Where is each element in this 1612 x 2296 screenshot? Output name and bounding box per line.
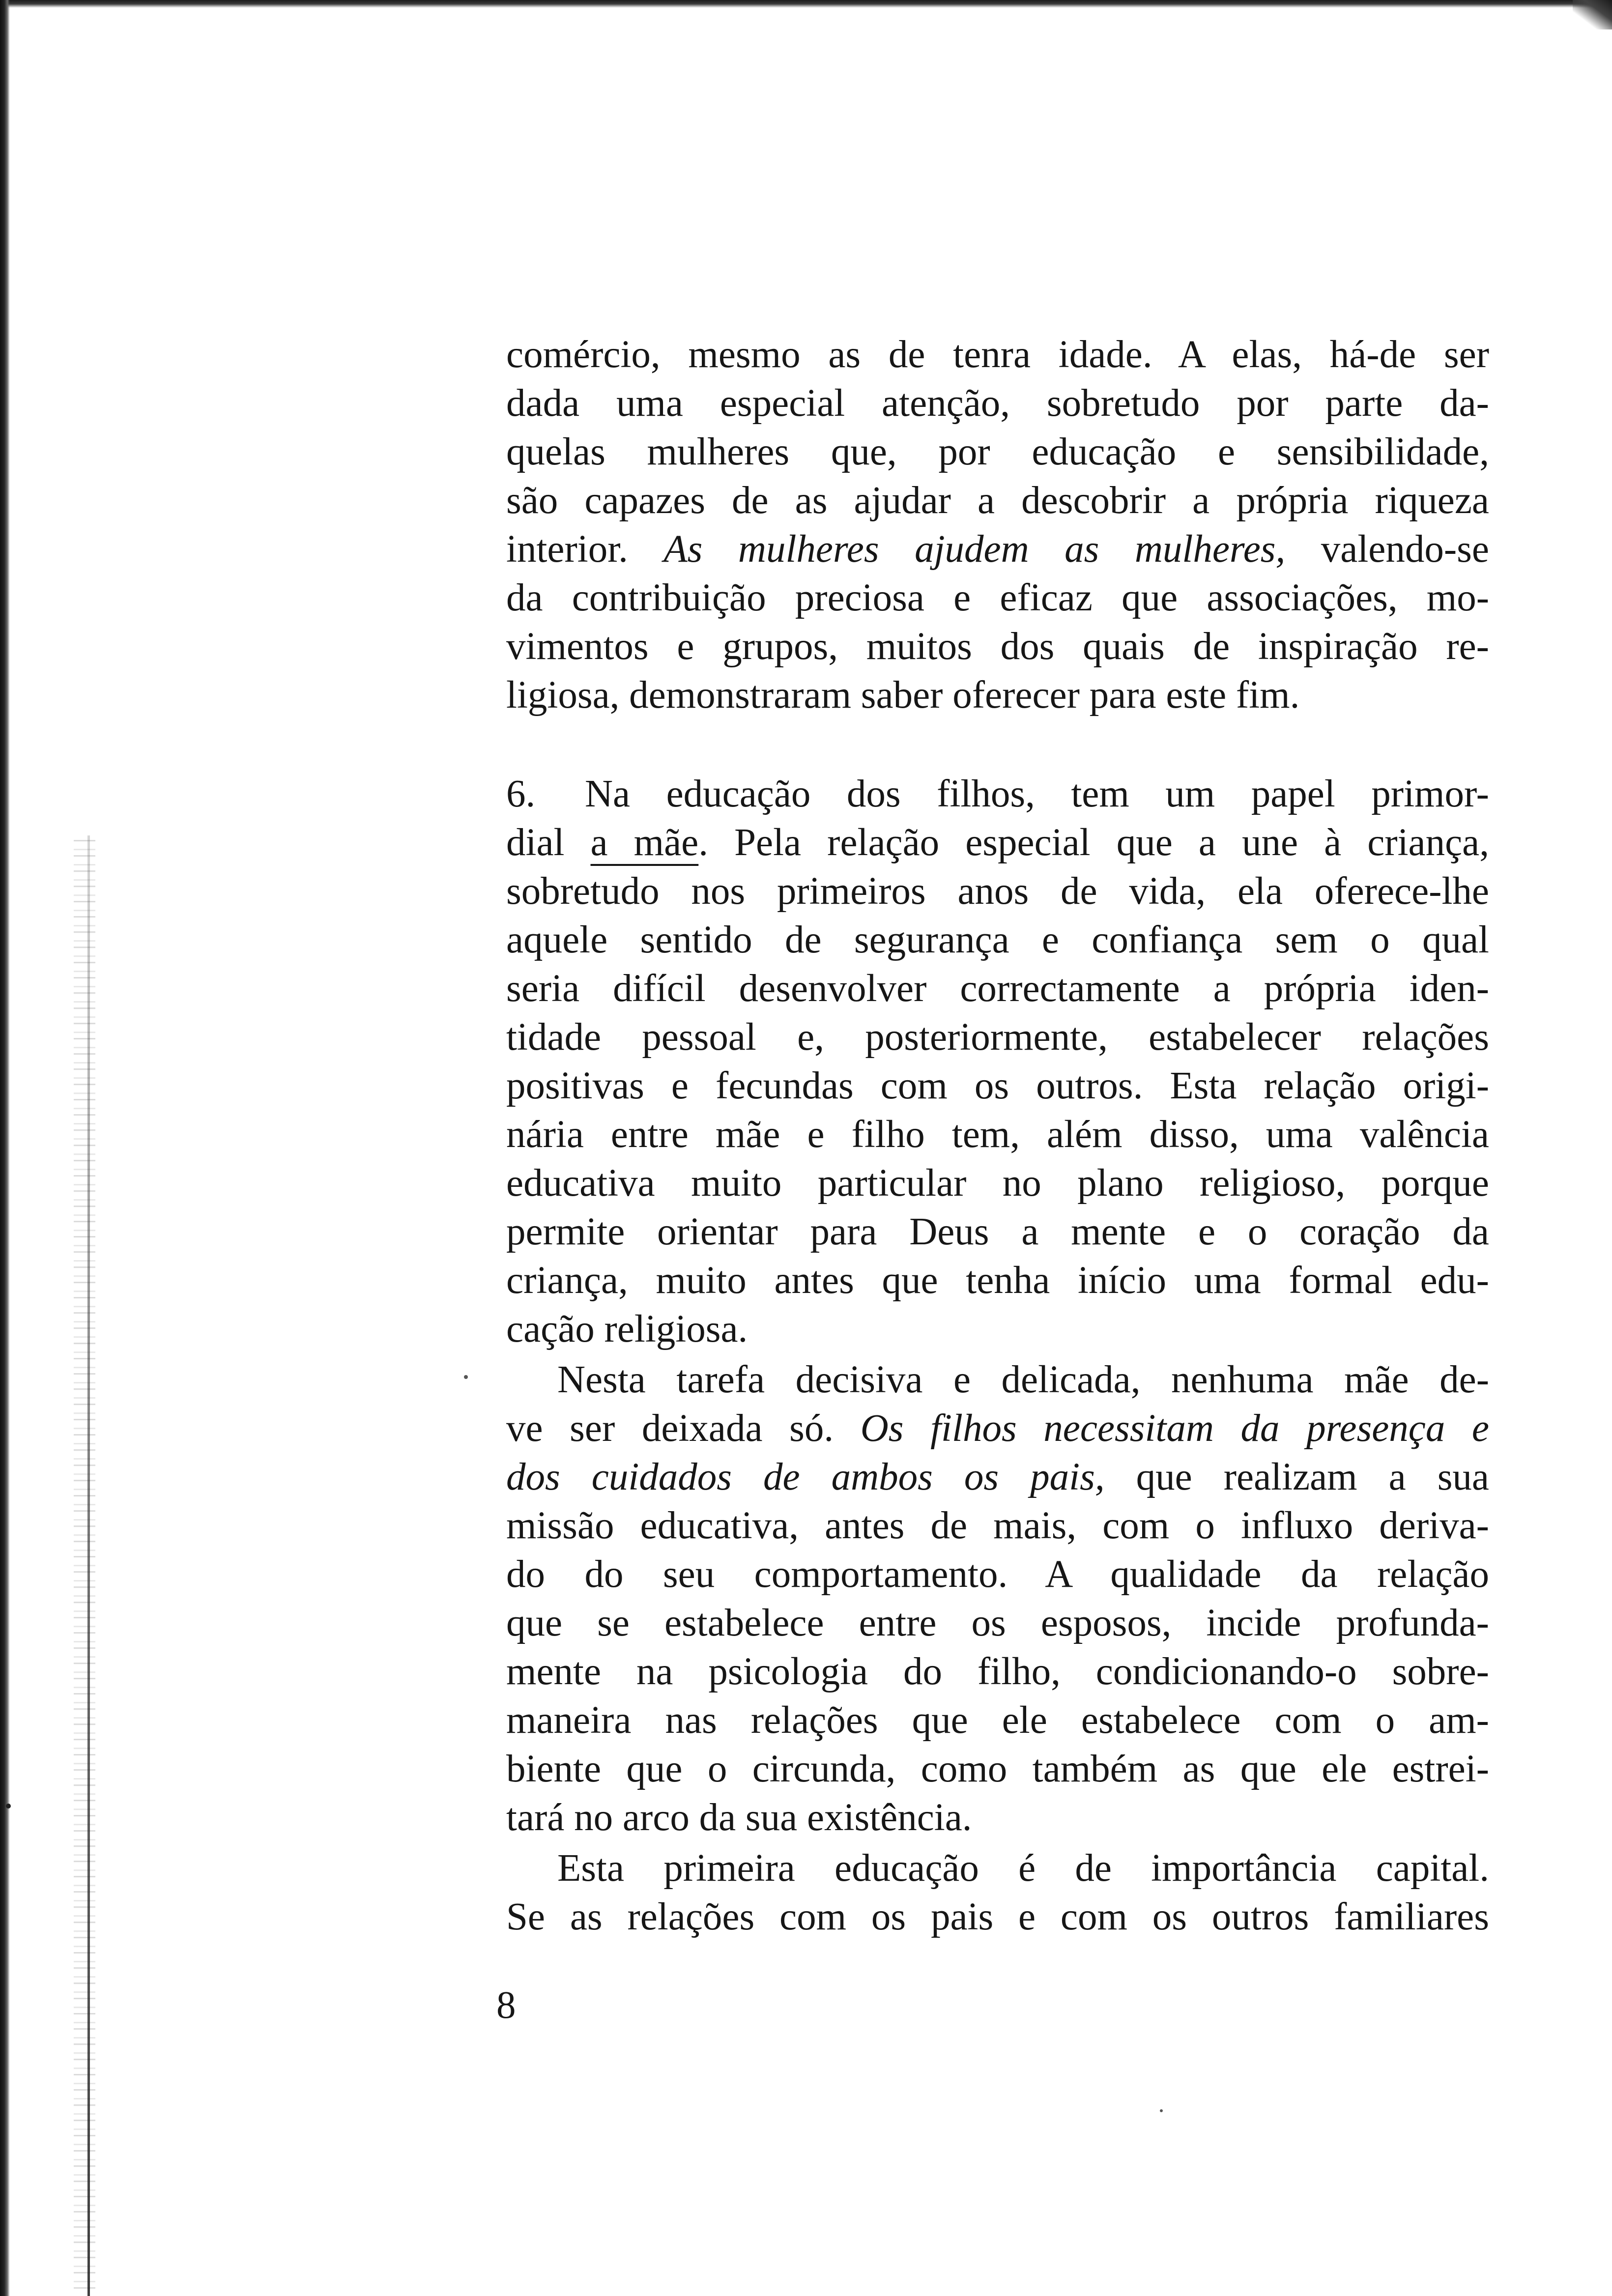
text-line: tará no arco da sua existência.	[506, 1796, 972, 1839]
text-line: criança, muito antes que tenha início uma formal edu-	[506, 1259, 1489, 1302]
text-line	[506, 818, 1489, 867]
text-line: biente que o circunda, como também as que ele estrei-	[506, 1748, 1489, 1790]
paragraph-1	[506, 330, 1489, 719]
scan-dust-mark	[464, 1375, 468, 1379]
scan-dust-mark	[6, 1804, 11, 1808]
emphasis-text: As mulheres ajudem as mulheres,	[663, 528, 1286, 571]
text-line: permite orientar para Deus a mente e o coração da	[506, 1210, 1489, 1253]
paragraph-3	[506, 1355, 1489, 1842]
scan-gutter-speckle	[74, 835, 95, 2296]
emphasis-text: dos cuidados de ambos os pais,	[506, 1456, 1105, 1498]
text-line: que se estabelece entre os esposos, incide profunda-	[506, 1602, 1489, 1644]
scan-gutter-line	[87, 835, 90, 2296]
paragraph-4	[506, 1844, 1489, 1941]
text-line	[506, 770, 1489, 818]
text-line: maneira nas relações que ele estabelece com o am-	[506, 1699, 1489, 1742]
text-line	[506, 525, 1489, 574]
paragraph-spacer	[506, 719, 1489, 770]
text-line: tidade pessoal e, posteriormente, estabelecer relações	[506, 1016, 1489, 1059]
text-line: são capazes de as ajudar a descobrir a própria riqueza	[506, 479, 1489, 522]
text-line: comércio, mesmo as de tenra idade. A elas, há-de ser	[506, 333, 1489, 376]
text-line: aquele sentido de segurança e confiança sem o qual	[506, 918, 1489, 961]
text-run: que realizam a sua	[1104, 1456, 1489, 1498]
text-line	[506, 1404, 1489, 1453]
text-line: Nesta tarefa decisiva e delicada, nenhuma mãe de-	[557, 1358, 1489, 1401]
section-number: 6.	[506, 773, 536, 815]
text-line: do do seu comportamento. A qualidade da relação	[506, 1553, 1489, 1596]
text-run: valendo-se	[1285, 528, 1489, 571]
text-line: educativa muito particular no plano religioso, porque	[506, 1162, 1489, 1205]
text-line: Se as relações com os pais e com os outros familiares	[506, 1895, 1489, 1938]
text-line: quelas mulheres que, por educação e sensibilidade,	[506, 430, 1489, 473]
text-line: missão educativa, antes de mais, com o influxo deriva-	[506, 1504, 1489, 1547]
emphasis-text: Os filhos necessitam da presença e	[860, 1407, 1489, 1450]
text-line: mente na psicologia do filho, condicionando-o sobre-	[506, 1650, 1489, 1693]
text-line: nária entre mãe e filho tem, além disso, uma valência	[506, 1113, 1489, 1156]
text-run: ve ser deixada só.	[506, 1407, 861, 1450]
text-line: da contribuição preciosa e eficaz que associações, mo-	[506, 576, 1489, 619]
handwritten-underline: a mãe	[590, 821, 699, 864]
scan-top-edge	[0, 0, 1612, 8]
text-run: interior.	[506, 528, 664, 571]
text-line: seria difícil desenvolver correctamente a própria iden-	[506, 967, 1489, 1010]
text-line: dada uma especial atenção, sobretudo por parte da-	[506, 382, 1489, 425]
text-run: . Pela relação especial que a une à criança,	[698, 821, 1489, 864]
text-line	[506, 1453, 1489, 1501]
text-line: sobretudo nos primeiros anos de vida, ela oferece-lhe	[506, 870, 1489, 913]
page-number: 8	[496, 1984, 516, 2027]
paragraph-section-6	[506, 770, 1489, 1353]
text-line: Esta primeira educação é de importância capital.	[557, 1847, 1489, 1890]
text-run: dial	[506, 821, 591, 864]
text-line: positivas e fecundas com os outros. Esta relação origi-	[506, 1064, 1489, 1107]
page-body	[506, 330, 1489, 1941]
scan-left-edge	[0, 0, 10, 2296]
text-line: ligiosa, demonstraram saber oferecer para este fim.	[506, 674, 1300, 717]
text-line: vimentos e grupos, muitos dos quais de inspiração re-	[506, 625, 1489, 668]
scan-dust-mark	[1160, 2109, 1163, 2112]
text-line: cação religiosa.	[506, 1308, 748, 1350]
scan-corner-shadow	[1573, 0, 1612, 29]
text-run: Na educação dos filhos, tem um papel primor-	[585, 773, 1489, 815]
